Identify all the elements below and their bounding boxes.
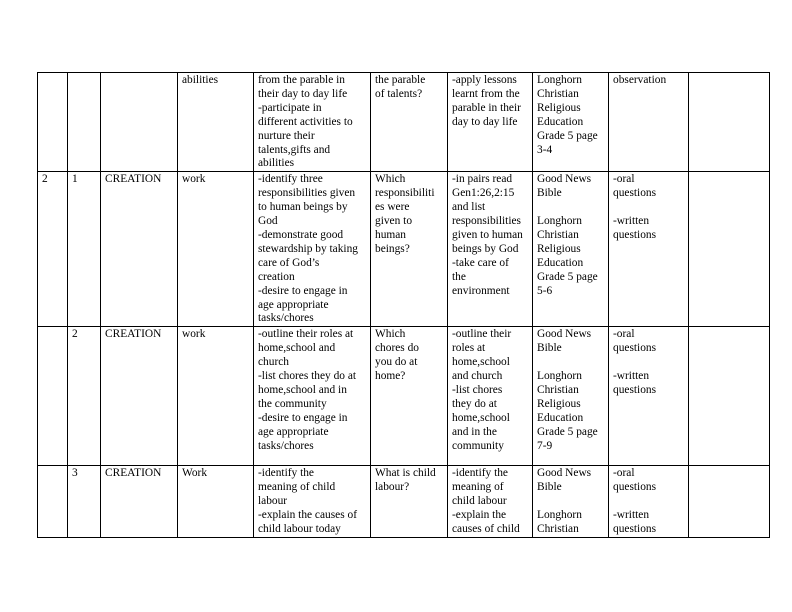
table-row [38, 327, 770, 466]
cell-week [38, 73, 68, 172]
cell-strand: CREATION [101, 327, 178, 466]
cell-lesson: 1 [68, 172, 101, 327]
cell-sub-strand: abilities [178, 73, 254, 172]
table-row [38, 73, 770, 172]
cell-assessment: -oral questions -written questions [609, 172, 689, 327]
cell-resources: Longhorn Christian Religious Education Grade 5 page 3-4 [533, 73, 609, 172]
cell-experiences: -in pairs read Gen1:26,2:15 and list responsibilities given to human beings by God -take care of the environment [448, 172, 533, 327]
cell-remarks [689, 172, 770, 327]
cell-strand: CREATION [101, 466, 178, 538]
cell-lesson [68, 73, 101, 172]
cell-sub-strand: work [178, 172, 254, 327]
cell-lesson: 3 [68, 466, 101, 538]
cell-inquiry: Which responsibiliti es were given to human beings? [371, 172, 448, 327]
cell-assessment: -oral questions -written questions [609, 466, 689, 538]
cell-assessment: observation [609, 73, 689, 172]
cell-strand [101, 73, 178, 172]
cell-outcomes: -identify the meaning of child labour -explain the causes of child labour today [254, 466, 371, 538]
cell-inquiry: What is child labour? [371, 466, 448, 538]
cell-remarks [689, 466, 770, 538]
scheme-of-work-table [37, 72, 770, 538]
cell-sub-strand: Work [178, 466, 254, 538]
cell-experiences: -identify the meaning of child labour -explain the causes of child [448, 466, 533, 538]
cell-resources: Good News Bible Longhorn Christian Religious Education Grade 5 page 7-9 [533, 327, 609, 466]
cell-inquiry: Which chores do you do at home? [371, 327, 448, 466]
cell-outcomes: -identify three responsibilities given to human beings by God -demonstrate good stewardship by taking care of God’s creation -desire to engage in age appropriate tasks/chores [254, 172, 371, 327]
table-row [38, 466, 770, 538]
cell-experiences: -apply lessons learnt from the parable in their day to day life [448, 73, 533, 172]
cell-remarks [689, 73, 770, 172]
cell-week [38, 466, 68, 538]
cell-remarks [689, 327, 770, 466]
cell-experiences: -outline their roles at home,school and church -list chores they do at home,school and in the community [448, 327, 533, 466]
cell-outcomes: from the parable in their day to day life -participate in different activities to nurture their talents,gifts and abilities [254, 73, 371, 172]
cell-inquiry: the parable of talents? [371, 73, 448, 172]
cell-outcomes: -outline their roles at home,school and church -list chores they do at home,school and in the community -desire to engage in age appropriate tasks/chores [254, 327, 371, 466]
cell-resources: Good News Bible Longhorn Christian [533, 466, 609, 538]
cell-assessment: -oral questions -written questions [609, 327, 689, 466]
cell-resources: Good News Bible Longhorn Christian Religious Education Grade 5 page 5-6 [533, 172, 609, 327]
cell-lesson: 2 [68, 327, 101, 466]
cell-sub-strand: work [178, 327, 254, 466]
cell-week: 2 [38, 172, 68, 327]
cell-week [38, 327, 68, 466]
cell-strand: CREATION [101, 172, 178, 327]
table-row [38, 172, 770, 327]
